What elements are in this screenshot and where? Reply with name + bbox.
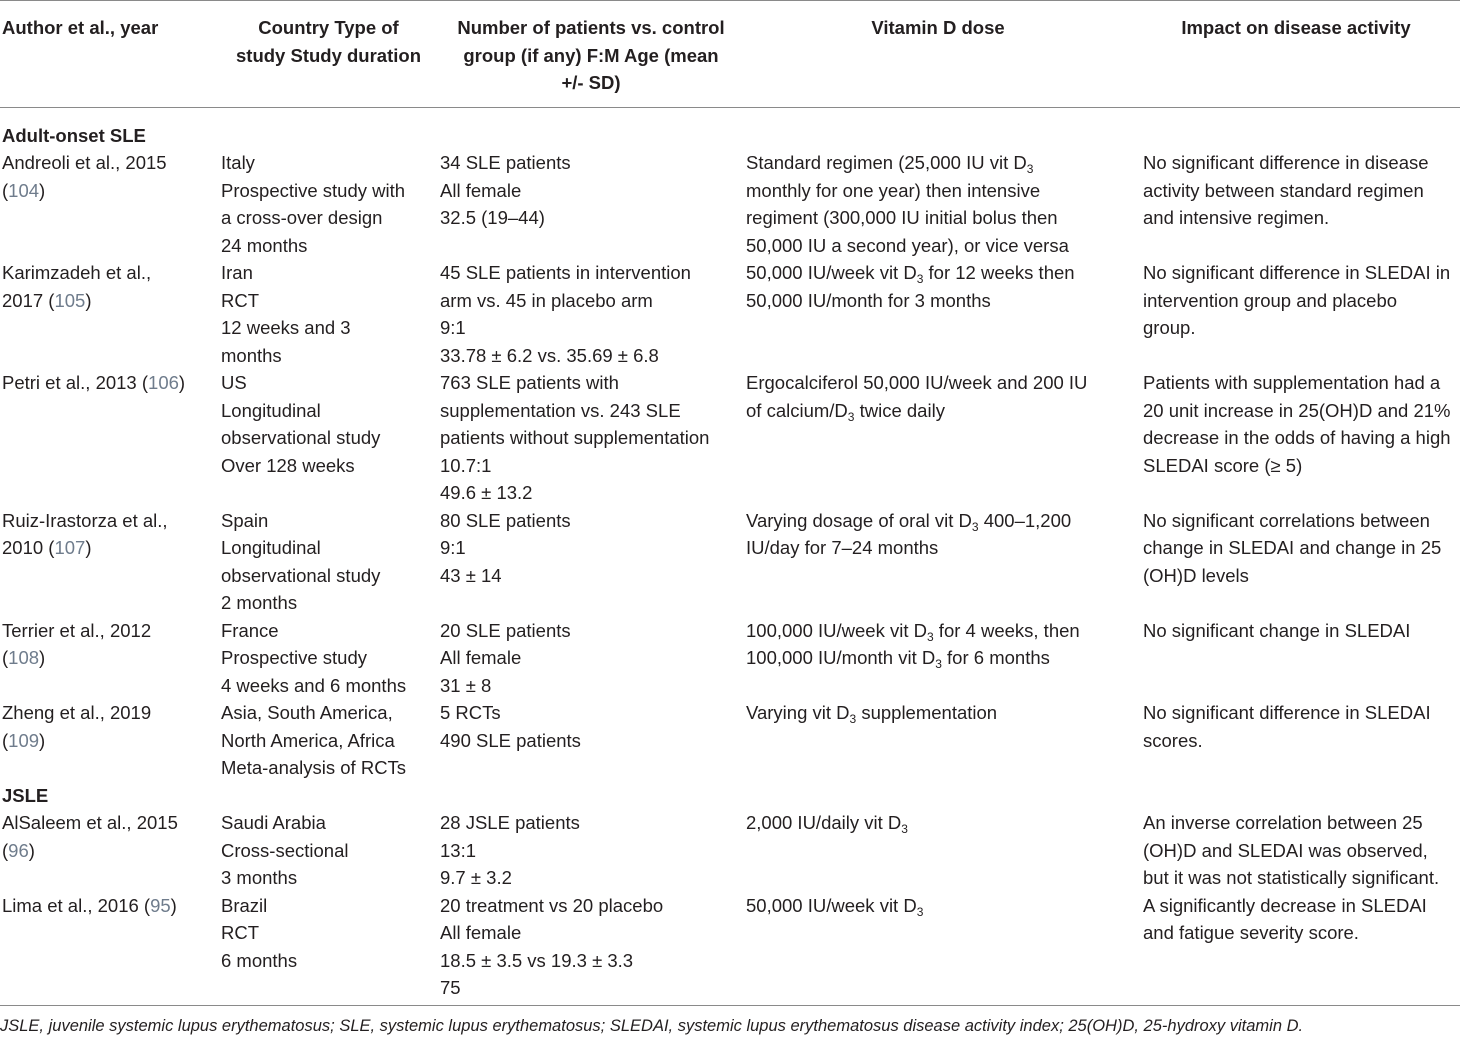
table-row	[0, 369, 1460, 507]
cell-line: Terrier et al., 2012	[2, 619, 152, 641]
cell-line: 763 SLE patients with	[440, 372, 619, 393]
cell-impact	[1132, 617, 1460, 700]
cell-line: Cross-sectional	[221, 839, 349, 861]
cell-line: group.	[1143, 317, 1196, 338]
cell-line	[746, 397, 1130, 425]
dose-text: regiment (300,000 IU initial bolus then	[746, 207, 1058, 228]
cell-line: 18.5 ± 3.5 vs 19.3 ± 3.3	[440, 949, 634, 971]
section-row	[0, 782, 1460, 810]
reference-link[interactable]: 95	[150, 894, 171, 916]
cell-vitamin-d-dose	[744, 699, 1132, 782]
dose-text: of calcium/D	[746, 399, 848, 421]
cell-line: 43 ± 14	[440, 564, 502, 586]
cell-impact	[1132, 149, 1460, 259]
cell-line	[746, 892, 1130, 920]
reference-link[interactable]: 96	[8, 839, 29, 861]
cell-country-study	[219, 809, 438, 892]
cell-line: (109)	[2, 729, 46, 751]
reference-link[interactable]: 105	[54, 289, 86, 311]
cell-line	[746, 149, 1130, 177]
cell-line: All female	[440, 922, 522, 943]
cell-author	[0, 617, 219, 700]
cell-impact	[1132, 699, 1460, 782]
cell-patients	[438, 699, 744, 782]
cell-line	[746, 177, 1130, 205]
cell-line: decrease in the odds of having a high	[1143, 427, 1451, 448]
subscript: 3	[847, 409, 855, 424]
section-title: JSLE	[2, 784, 49, 806]
cell-line: Asia, South America,	[221, 702, 393, 723]
cell-line: No significant difference in SLEDAI	[1143, 702, 1431, 723]
subscript: 3	[1026, 162, 1034, 176]
cell-line: 20 treatment vs 20 placebo	[440, 894, 664, 916]
section-row	[0, 107, 1460, 149]
cell-author	[0, 699, 219, 782]
cell-line: 2010 (107)	[2, 537, 92, 558]
cell-line: 80 SLE patients	[440, 509, 571, 531]
header-impact: Impact on disease activity	[1132, 1, 1460, 108]
author-text: 2017	[2, 289, 49, 311]
subscript: 3	[935, 657, 942, 671]
cell-patients	[438, 809, 744, 892]
cell-line: Lima et al., 2016 (95)	[2, 894, 177, 916]
cell-patients	[438, 369, 744, 507]
cell-line: 20 SLE patients	[440, 619, 571, 641]
cell-line: (104)	[2, 179, 46, 201]
cell-line: 33.78 ± 6.2 vs. 35.69 ± 6.8	[440, 344, 659, 366]
cell-author	[0, 149, 219, 259]
cell-impact	[1132, 259, 1460, 369]
author-text: Lima et al., 2016	[2, 894, 144, 916]
cell-line: No significant difference in SLEDAI in	[1143, 262, 1451, 283]
cell-line: Zheng et al., 2019	[2, 702, 152, 723]
cell-line: 6 months	[221, 949, 298, 971]
cell-line: Saudi Arabia	[221, 812, 326, 833]
cell-line: Over 128 weeks	[221, 454, 355, 476]
cell-line: activity between standard regimen	[1143, 179, 1424, 201]
dose-text: IU/day for 7–24 months	[746, 537, 939, 558]
cell-country-study	[219, 369, 438, 507]
subscript: 3	[916, 272, 924, 286]
cell-vitamin-d-dose	[744, 809, 1132, 892]
cell-line: North America, Africa	[221, 729, 395, 751]
cell-author	[0, 259, 219, 369]
cell-line: 13:1	[440, 839, 477, 861]
cell-vitamin-d-dose	[744, 892, 1132, 1002]
cell-patients	[438, 892, 744, 1002]
reference-link[interactable]: 106	[148, 372, 179, 393]
cell-author	[0, 809, 219, 892]
cell-line: Meta-analysis of RCTs	[221, 757, 407, 778]
cell-line	[746, 507, 1130, 535]
table-row	[0, 617, 1460, 700]
cell-line: 75	[440, 977, 461, 998]
reference-link[interactable]: 108	[8, 647, 40, 668]
cell-line: 9.7 ± 3.2	[440, 867, 512, 888]
cell-country-study	[219, 892, 438, 1002]
cell-country-study	[219, 149, 438, 259]
cell-line	[746, 809, 1130, 837]
cell-patients	[438, 149, 744, 259]
cell-line: and fatigue severity score.	[1143, 922, 1359, 943]
cell-line: Prospective study with	[221, 179, 406, 201]
cell-line: Andreoli et al., 2015	[2, 152, 167, 173]
cell-line: (OH)D and SLEDAI was observed,	[1143, 839, 1428, 861]
cell-line: France	[221, 619, 279, 641]
cell-country-study	[219, 617, 438, 700]
cell-country-study	[219, 699, 438, 782]
table-row	[0, 892, 1460, 1002]
table-row	[0, 699, 1460, 782]
table-footnote: JSLE, juvenile systemic lupus erythematosus; SLE, systemic lupus erythematosus; SLEDAI, systemic lupus erythematosus disease activity index; 25(OH)D, 25-hydroxy vitamin D.	[0, 1005, 1460, 1037]
dose-text: 50,000 IU a second year), or vice versa	[746, 234, 1069, 256]
cell-line: (OH)D levels	[1143, 564, 1249, 586]
dose-text: 50,000 IU/week vit D	[746, 262, 917, 283]
cell-line: 2017 (105)	[2, 289, 92, 311]
cell-line: Petri et al., 2013 (106)	[2, 372, 186, 393]
cell-vitamin-d-dose	[744, 507, 1132, 617]
cell-line: (96)	[2, 839, 35, 861]
dose-text: 50,000 IU/month for 3 months	[746, 289, 991, 311]
cell-line: 2 months	[221, 592, 298, 613]
dose-text: 50,000 IU/week vit D	[746, 894, 917, 916]
dose-text: monthly for one year) then intensive	[746, 179, 1041, 201]
cell-line: supplementation vs. 243 SLE	[440, 399, 681, 421]
cell-line: 10.7:1	[440, 454, 492, 476]
cell-country-study	[219, 259, 438, 369]
cell-author	[0, 892, 219, 1002]
table-row	[0, 149, 1460, 259]
cell-line: No significant difference in disease	[1143, 152, 1429, 173]
dose-text: 100,000 IU/month vit D	[746, 647, 936, 668]
cell-line: A significantly decrease in SLEDAI	[1143, 894, 1427, 916]
cell-line: AlSaleem et al., 2015	[2, 812, 178, 833]
cell-line: arm vs. 45 in placebo arm	[440, 289, 653, 311]
subscript: 3	[849, 712, 857, 726]
cell-line	[746, 287, 1130, 315]
cell-impact	[1132, 809, 1460, 892]
cell-line: months	[221, 344, 282, 366]
cell-line: All female	[440, 179, 522, 201]
table-row	[0, 507, 1460, 617]
cell-line: Italy	[221, 152, 255, 173]
cell-line	[746, 644, 1130, 672]
cell-line: Prospective study	[221, 647, 368, 668]
dose-text: twice daily	[854, 399, 945, 421]
cell-line: observational study	[221, 564, 381, 586]
cell-vitamin-d-dose	[744, 259, 1132, 369]
cell-line: but it was not statistically significant.	[1143, 867, 1440, 888]
table-header	[0, 1, 1460, 108]
cell-line: and intensive regimen.	[1143, 207, 1330, 228]
cell-line: RCT	[221, 922, 260, 943]
cell-line: 32.5 (19–44)	[440, 207, 545, 228]
table-body	[0, 107, 1460, 1002]
cell-line	[746, 204, 1130, 232]
cell-line: 490 SLE patients	[440, 729, 581, 751]
header-patients: Number of patients vs. control group (if any) F:M Age (mean +/- SD)	[438, 1, 744, 108]
cell-author	[0, 369, 219, 507]
cell-line: a cross-over design	[221, 207, 383, 228]
cell-vitamin-d-dose	[744, 369, 1132, 507]
cell-line: Ruiz-Irastorza et al.,	[2, 509, 168, 531]
cell-line: 9:1	[440, 537, 466, 558]
cell-author	[0, 507, 219, 617]
cell-line: Brazil	[221, 894, 268, 916]
cell-line: patients without supplementation	[440, 427, 710, 448]
dose-text: Standard regimen (25,000 IU vit D	[746, 152, 1027, 173]
subscript: 3	[916, 904, 924, 919]
cell-line	[746, 699, 1130, 727]
cell-patients	[438, 259, 744, 369]
cell-line: 5 RCTs	[440, 702, 501, 723]
dose-text: for 12 weeks then	[923, 262, 1075, 283]
cell-line: 24 months	[221, 234, 308, 256]
cell-line: Spain	[221, 509, 269, 531]
cell-line: No significant change in SLEDAI	[1143, 619, 1411, 641]
cell-line	[746, 259, 1130, 287]
cell-line: RCT	[221, 289, 260, 311]
section-title: Adult-onset SLE	[2, 124, 146, 146]
dose-text: Varying vit D	[746, 702, 850, 723]
dose-text: 2,000 IU/daily vit D	[746, 812, 902, 833]
reference-link[interactable]: 104	[8, 179, 40, 201]
dose-text: Ergocalciferol 50,000 IU/week and 200 IU	[746, 372, 1088, 393]
dose-text: for 4 weeks, then	[933, 619, 1080, 641]
cell-line: 34 SLE patients	[440, 152, 571, 173]
cell-line: 20 unit increase in 25(OH)D and 21%	[1143, 399, 1451, 421]
cell-patients	[438, 507, 744, 617]
header-vitamin-d-dose: Vitamin D dose	[744, 1, 1132, 108]
cell-line: An inverse correlation between 25	[1143, 812, 1423, 833]
cell-line	[746, 617, 1130, 645]
cell-line: All female	[440, 647, 522, 668]
cell-patients	[438, 617, 744, 700]
cell-line	[746, 534, 1130, 562]
header-country-study: Country Type of study Study duration	[219, 1, 438, 108]
cell-vitamin-d-dose	[744, 149, 1132, 259]
cell-line: intervention group and placebo	[1143, 289, 1398, 311]
header-row	[0, 1, 1460, 108]
cell-line: 45 SLE patients in intervention	[440, 262, 691, 283]
cell-line: change in SLEDAI and change in 25	[1143, 537, 1442, 558]
reference-link[interactable]: 109	[8, 729, 40, 751]
cell-line: Patients with supplementation had a	[1143, 372, 1441, 393]
cell-impact	[1132, 507, 1460, 617]
author-text: Petri et al., 2013	[2, 372, 142, 393]
cell-line: Longitudinal	[221, 399, 321, 421]
cell-line: (108)	[2, 647, 46, 668]
cell-vitamin-d-dose	[744, 617, 1132, 700]
cell-line: scores.	[1143, 729, 1203, 751]
cell-impact	[1132, 892, 1460, 1002]
cell-line: US	[221, 372, 247, 393]
author-text: 2010	[2, 537, 49, 558]
cell-line: 3 months	[221, 867, 298, 888]
cell-line: 28 JSLE patients	[440, 812, 580, 833]
cell-line	[746, 232, 1130, 260]
subscript: 3	[926, 629, 934, 644]
cell-line: Longitudinal	[221, 537, 321, 558]
cell-line: Karimzadeh et al.,	[2, 262, 152, 283]
dose-text: supplementation	[856, 702, 998, 723]
cell-line: observational study	[221, 427, 381, 448]
cell-line: 12 weeks and 3	[221, 317, 351, 338]
cell-line: 49.6 ± 13.2	[440, 482, 533, 503]
cell-line	[746, 369, 1130, 397]
header-author: Author et al., year	[0, 1, 219, 108]
cell-line: No significant correlations between	[1143, 509, 1430, 531]
cell-line: 4 weeks and 6 months	[221, 674, 407, 696]
dose-text: for 6 months	[941, 647, 1050, 668]
cell-line: 9:1	[440, 317, 466, 338]
reference-link[interactable]: 107	[54, 537, 86, 558]
table-row	[0, 259, 1460, 369]
cell-line: Iran	[221, 262, 253, 283]
dose-text: 400–1,200	[978, 509, 1072, 531]
subscript: 3	[971, 519, 979, 534]
cell-impact	[1132, 369, 1460, 507]
cell-line: SLEDAI score (≥ 5)	[1143, 454, 1303, 476]
cell-line: 31 ± 8	[440, 674, 492, 696]
table-row	[0, 809, 1460, 892]
subscript: 3	[901, 822, 908, 836]
cell-country-study	[219, 507, 438, 617]
dose-text: 100,000 IU/week vit D	[746, 619, 927, 641]
dose-text: Varying dosage of oral vit D	[746, 509, 972, 531]
